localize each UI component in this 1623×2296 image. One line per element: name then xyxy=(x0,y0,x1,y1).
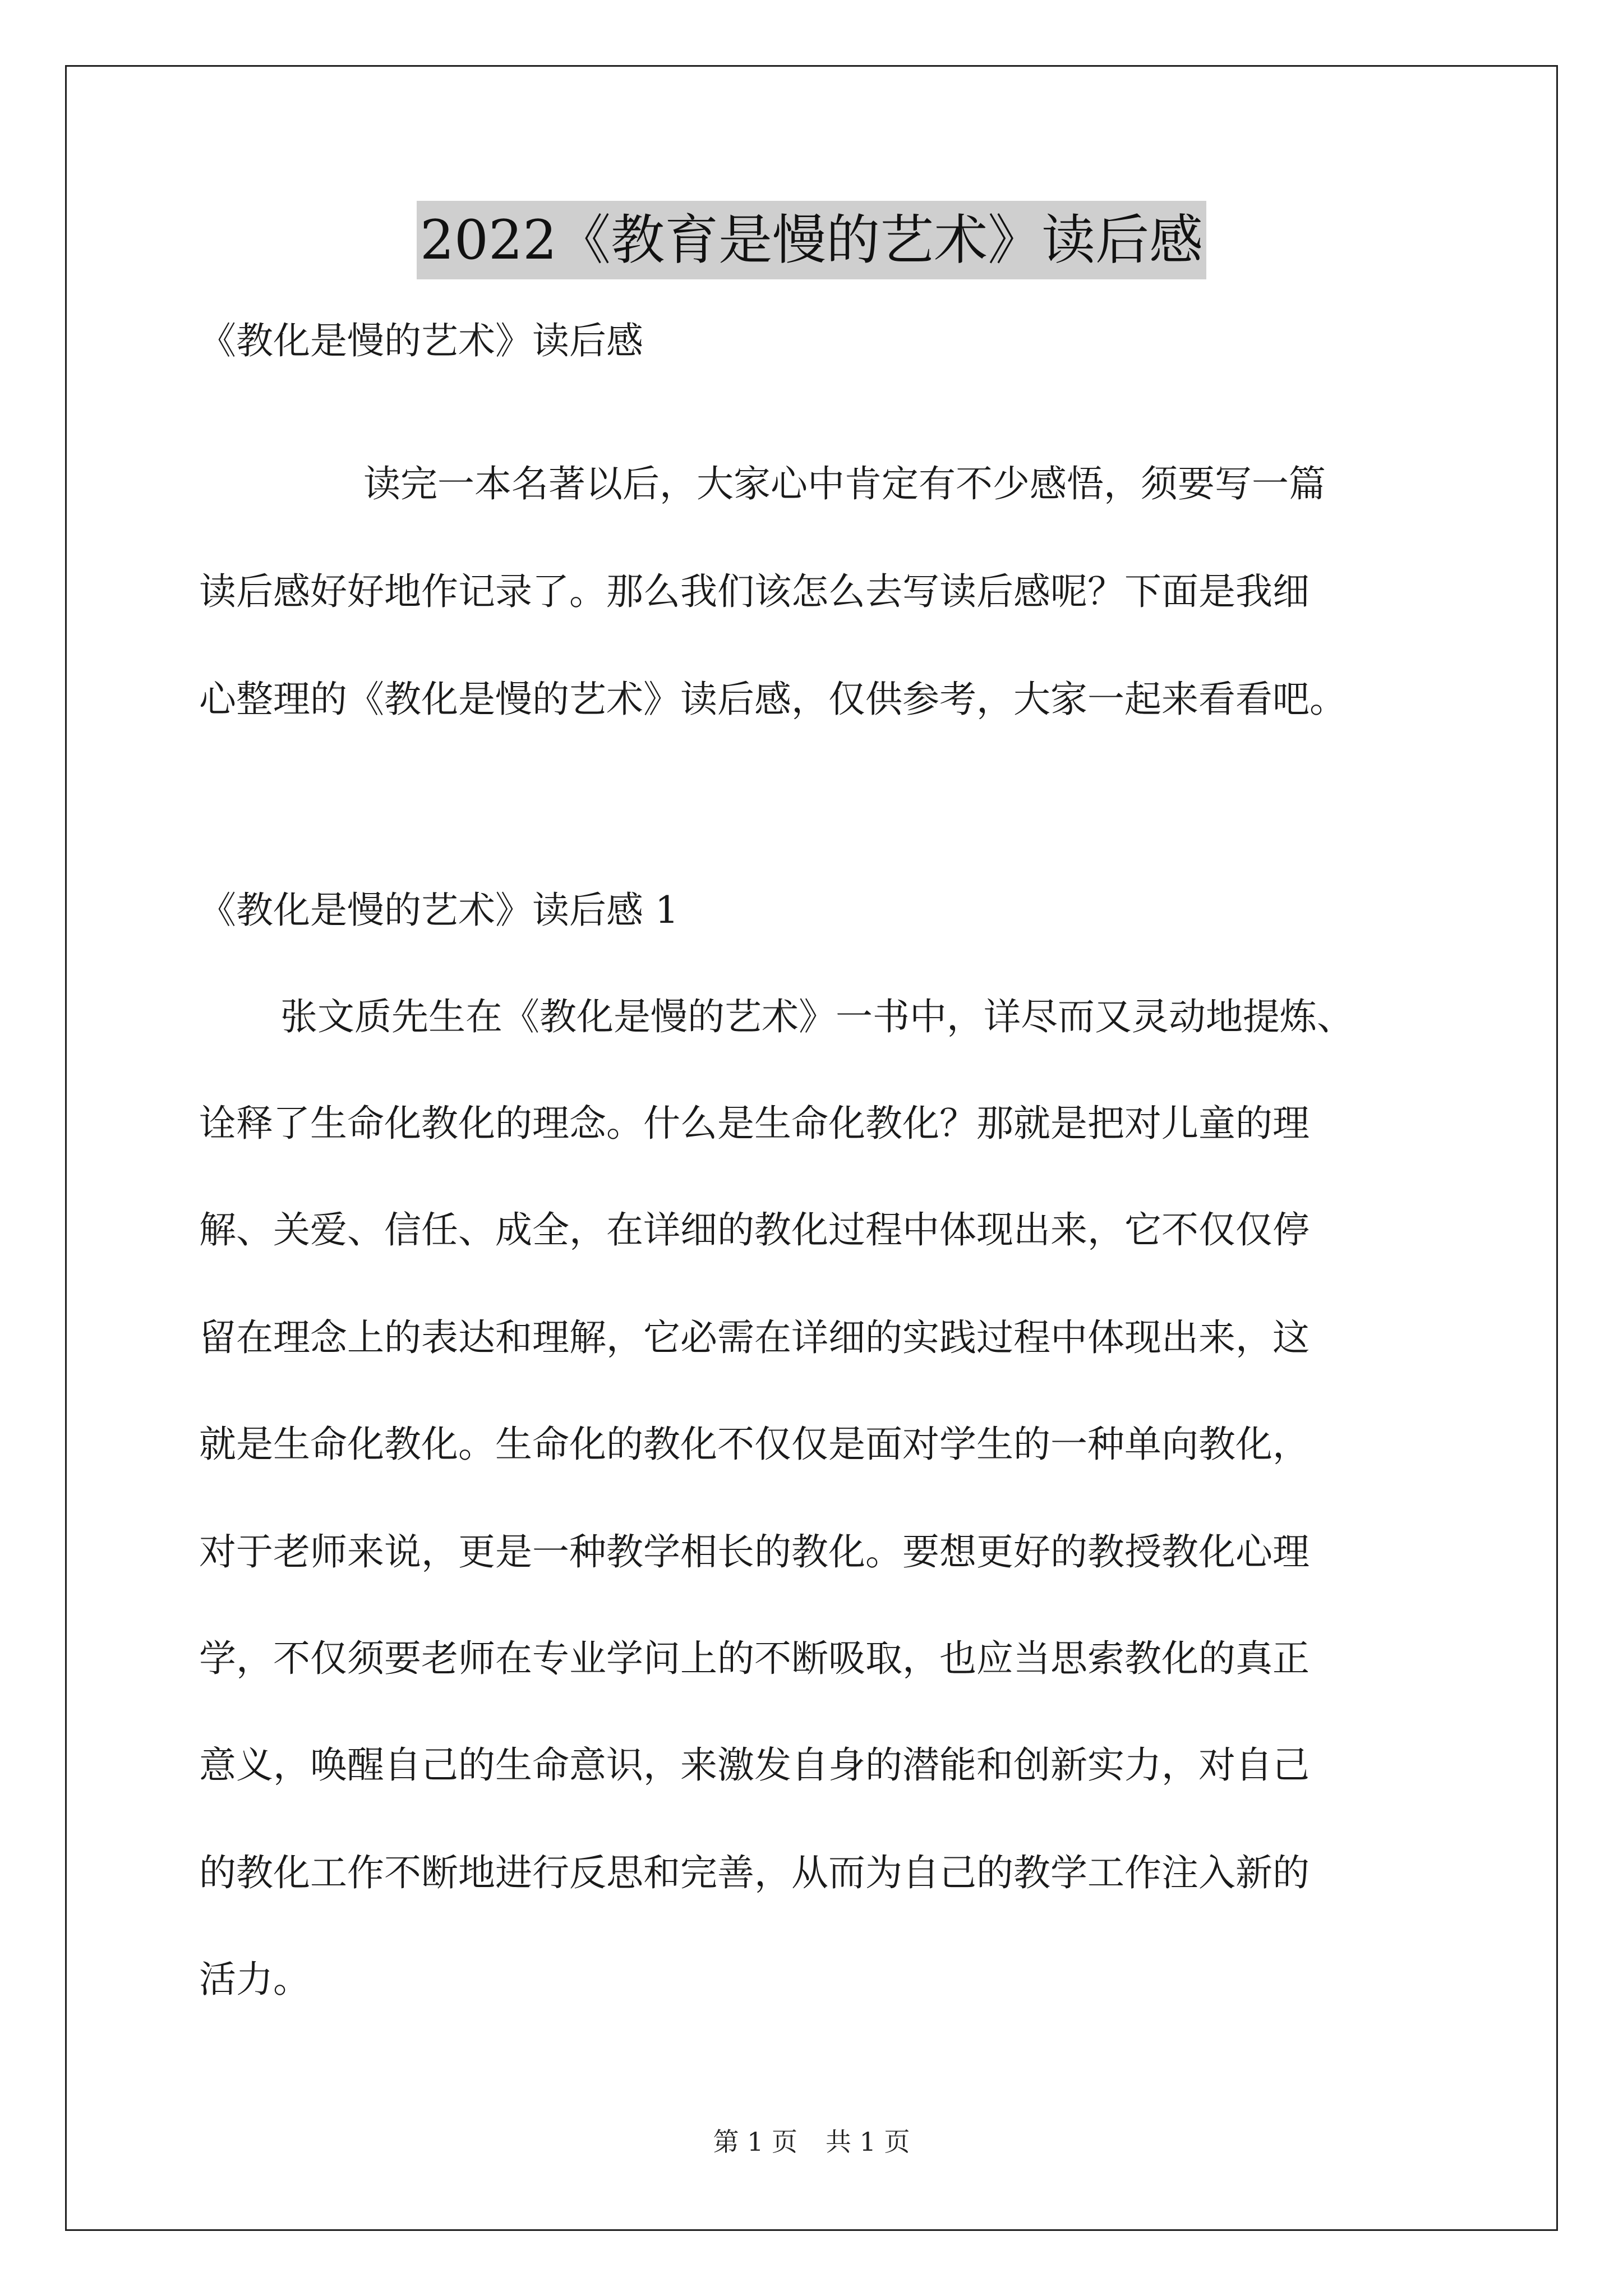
intro-line-1: 读完一本名著以后，大家心中肯定有不少感悟，须要写一篇 xyxy=(363,462,1326,505)
body-line-7: 学，不仅须要老师在专业学问上的不断吸取，也应当思索教化的真正 xyxy=(199,1637,1310,1680)
body-line-4: 留在理念上的表达和理解，它必需在详细的实践过程中体现出来，这 xyxy=(199,1316,1310,1359)
body-line-2: 诠释了生命化教化的理念。什么是生命化教化？那就是把对儿童的理 xyxy=(199,1102,1310,1145)
body-line-8: 意义，唤醒自己的生命意识，来激发自身的潜能和创新实力，对自己 xyxy=(199,1743,1310,1787)
page-footer xyxy=(0,2125,1623,2159)
body-line-5: 就是生命化教化。生命化的教化不仅仅是面对学生的一种单向教化， xyxy=(199,1423,1310,1466)
body-line-10: 活力。 xyxy=(199,1958,310,2001)
body-line-3: 解、关爱、信任、成全，在详细的教化过程中体现出来，它不仅仅停 xyxy=(199,1208,1310,1251)
page-number: 第 1 页 xyxy=(713,2127,797,2157)
page-total: 共 1 页 xyxy=(826,2127,910,2157)
title-container xyxy=(0,201,1623,279)
intro-line-3: 心整理的《教化是慢的艺术》读后感，仅供参考，大家一起来看看吧。 xyxy=(199,678,1347,721)
body-line-1: 张文质先生在《教化是慢的艺术》一书中，详尽而又灵动地提炼、 xyxy=(280,995,1354,1038)
body-line-6: 对于老师来说，更是一种教学相长的教化。要想更好的教授教化心理 xyxy=(199,1530,1310,1573)
section-heading: 《教化是慢的艺术》读后感 1 xyxy=(199,889,679,932)
body-line-9: 的教化工作不断地进行反思和完善，从而为自己的教学工作注入新的 xyxy=(199,1851,1310,1894)
document-title: 2022《教育是慢的艺术》读后感 xyxy=(417,201,1206,279)
subtitle-line: 《教化是慢的艺术》读后感 xyxy=(199,319,643,362)
intro-line-2: 读后感好好地作记录了。那么我们该怎么去写读后感呢？下面是我细 xyxy=(199,570,1310,613)
